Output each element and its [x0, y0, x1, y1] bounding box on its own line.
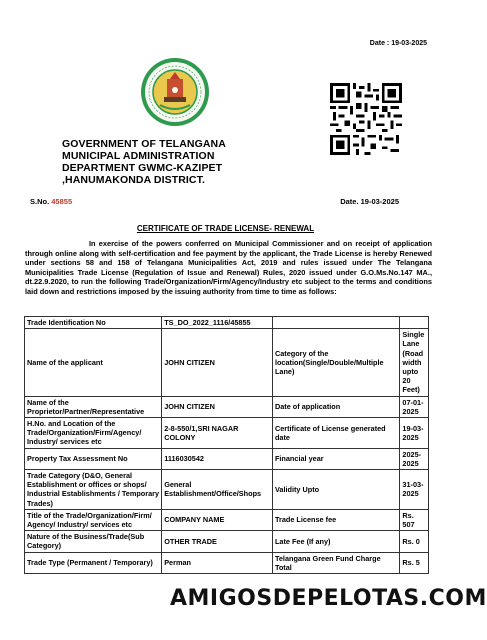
row-label: Title of the Trade/Organization/Firm/ Agency/ Industry/ services etc: [25, 509, 162, 530]
row-label: Name of the applicant: [25, 329, 162, 396]
table-row: [25, 531, 429, 552]
certificate-date: Date. 19-03-2025: [340, 197, 399, 206]
table-cell: [272, 317, 399, 329]
table-row: [25, 470, 429, 510]
row-label: Date of application: [272, 396, 399, 417]
qr-code-icon: [330, 83, 402, 155]
trade-id-label: Trade Identification No: [25, 317, 162, 329]
row-label: Certificate of License generated date: [272, 418, 399, 449]
row-label: Category of the location(Single/Double/Multiple Lane): [272, 329, 399, 396]
row-value: Perman: [162, 552, 273, 573]
serial-number-value: 45855: [51, 197, 73, 206]
row-value: Rs. 0: [400, 531, 429, 552]
table-row: [25, 329, 429, 396]
serial-number: [30, 197, 72, 206]
row-label: Validity Upto: [272, 470, 399, 510]
license-details-table: [24, 316, 429, 574]
table-row: [25, 552, 429, 573]
table-row: [25, 396, 429, 417]
certificate-title: CERTIFICATE OF TRADE LICENSE- RENEWAL: [136, 224, 315, 233]
telangana-emblem-icon: [140, 57, 210, 127]
row-label: Trade Category (D&O, General Establishment or offices or shops/ Industrial Establishments / Temporary Trades): [25, 470, 162, 510]
row-label: Trade Type (Permanent / Temporary): [25, 552, 162, 573]
row-value: JOHN CITIZEN: [162, 396, 273, 417]
row-label: Telangana Green Fund Charge Total: [272, 552, 399, 573]
row-label: Financial year: [272, 448, 399, 469]
row-label: Name of the Proprietor/Partner/Representative: [25, 396, 162, 417]
trade-id-value: TS_DO_2022_1116/45855: [162, 317, 273, 329]
row-value: Rs. 507: [400, 509, 429, 530]
issuing-authority: [62, 138, 226, 186]
row-value: 19-03-2025: [400, 418, 429, 449]
row-value: OTHER TRADE: [162, 531, 273, 552]
certificate-paragraph: In exercise of the powers conferred on Municipal Commissioner and on receipt of application through online along with self-certification and fee payment by the applicant, the Trade License is hereby Renewed under sections 58 and 158 of Telangana Municipalities Act, 2019 and rules issued under The Telangana Municipalities Trade License (Regulation of Issue and Renewal) Rules, 2020 issued under G.O.Ms.No.147 MA., dt.22.9.2020, to run the following Trade/Organization/Firm/Agency/Industry etc subject to the terms and conditions laid down and restrictions imposed by the issuing authority from time to time as follows:: [25, 239, 432, 296]
row-value: JOHN CITIZEN: [162, 329, 273, 396]
table-row: [25, 418, 429, 449]
row-value: Single Lane (Road width upto 20 Feet): [400, 329, 429, 396]
row-label: Late Fee (If any): [272, 531, 399, 552]
row-value: COMPANY NAME: [162, 509, 273, 530]
issue-date-top: Date : 19-03-2025: [369, 40, 427, 47]
row-value: 07-01-2025: [400, 396, 429, 417]
table-cell: [400, 317, 429, 329]
authority-line: MUNICIPAL ADMINISTRATION: [62, 150, 215, 162]
site-watermark: AMIGOSDEPELOTAS.COM: [170, 586, 487, 611]
row-value: 1116030542: [162, 448, 273, 469]
row-label: Property Tax Assessment No: [25, 448, 162, 469]
row-value: General Establishment/Office/Shops: [162, 470, 273, 510]
table-row: [25, 448, 429, 469]
authority-line: ,HANUMAKONDA DISTRICT.: [62, 174, 205, 186]
row-value: 2-8-550/1,SRI NAGAR COLONY: [162, 418, 273, 449]
authority-line: GOVERNMENT OF TELANGANA: [62, 138, 226, 150]
authority-line: DEPARTMENT GWMC-KAZIPET: [62, 162, 223, 174]
row-label: Nature of the Business/Trade(Sub Category): [25, 531, 162, 552]
row-value: 2025-2025: [400, 448, 429, 469]
serial-number-label: S.No.: [30, 197, 50, 206]
row-label: H.No. and Location of the Trade/Organization/Firm/Agency/ Industry/ services etc: [25, 418, 162, 449]
table-row: [25, 509, 429, 530]
row-value: Rs. 5: [400, 552, 429, 573]
row-label: Trade License fee: [272, 509, 399, 530]
table-row: [25, 317, 429, 329]
row-value: 31-03-2025: [400, 470, 429, 510]
